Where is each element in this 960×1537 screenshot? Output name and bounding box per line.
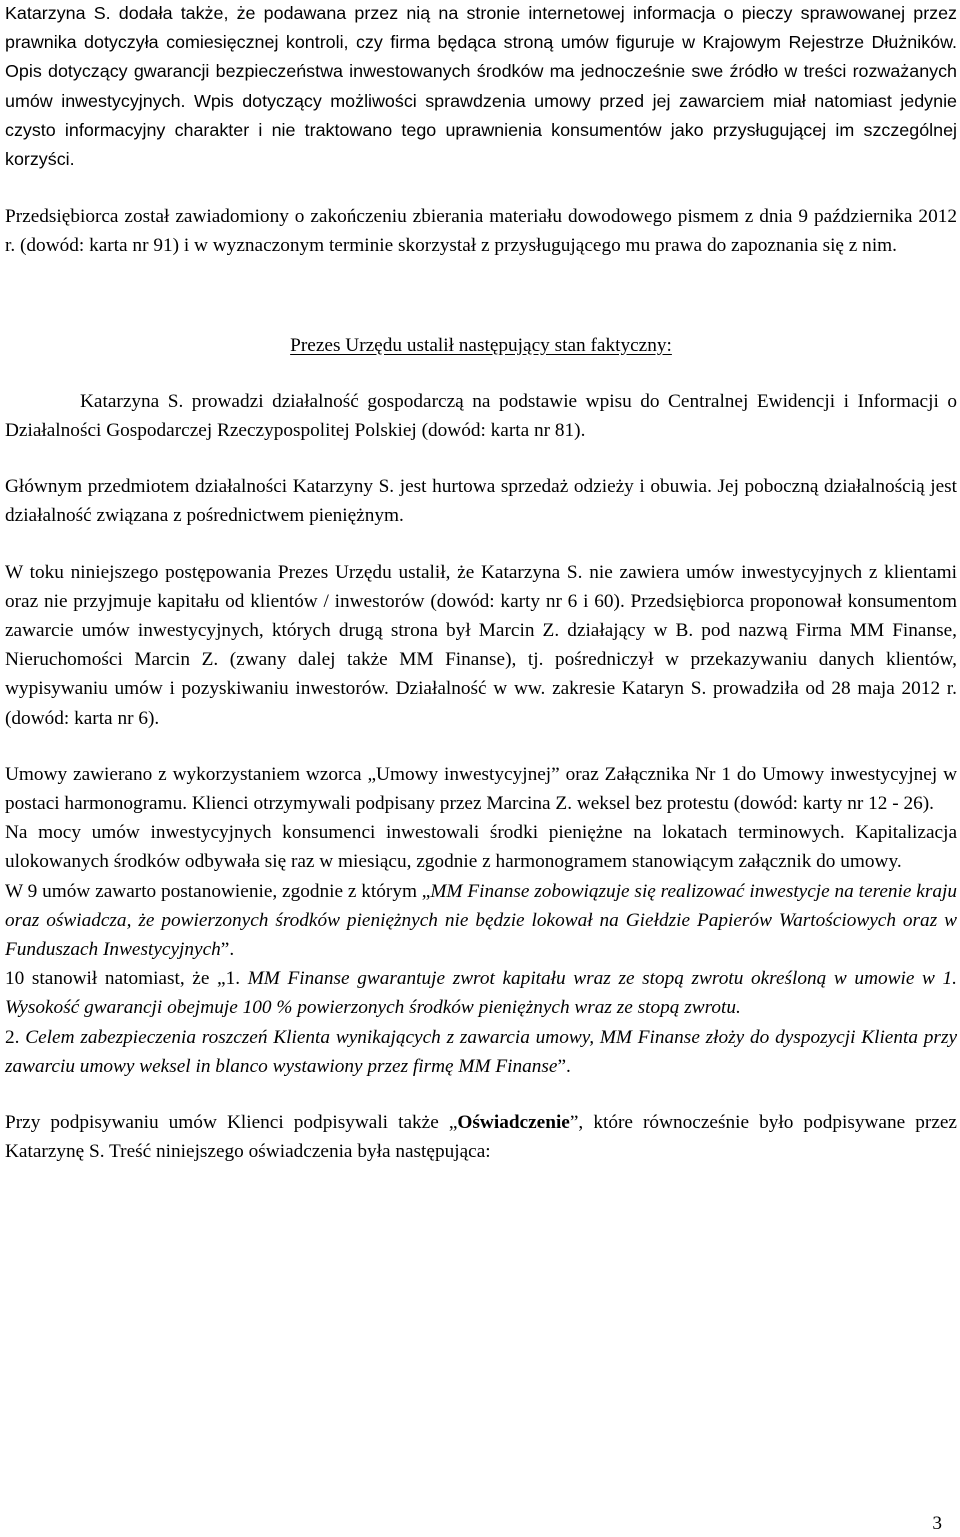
clause-9-quote: MM Finanse zobowiązuje się realizować inwestycje na terenie kraju oraz oświadcza, że powierzonych środków pieniężnych nie będzie lokował na Giełdzie Papierów Wartościowych oraz w Funduszach Inwestycyjnych (5, 880, 957, 961)
paragraph-business-registration: Katarzyna S. prowadzi działalność gospodarczą na podstawie wpisu do Centralnej Ewidencji i Informacji o Działalności Gospodarczej Rzeczypospolitej Polskiej (dowód: karta nr 81). (5, 390, 957, 442)
clause-10-point-2-close: ”. (557, 1055, 571, 1077)
paragraph-contract-template: Umowy zawierano z wykorzystaniem wzorca „Umowy inwestycyjnej” oraz Załącznika Nr 1 do Umowy inwestycyjnej w postaci harmonogramu. Klienci otrzymywali podpisany przez Marcina Z. weksel bez protestu (dowód: karty nr 12 - 26). (5, 763, 957, 815)
declaration-intro: Przy podpisywaniu umów Klienci podpisywali także „ (5, 1112, 458, 1134)
section-heading (5, 331, 957, 360)
clause-10-point-2-quote: Celem zabezpieczenia roszczeń Klienta wynikających z zawarcia umowy, MM Finanse złoży do dyspozycji Klienta przy zawarciu umowy weksel in blanco wystawiony przez firmę MM Finanse (5, 1026, 958, 1077)
paragraph-main-activity: Głównym przedmiotem działalności Katarzyny S. jest hurtowa sprzedaż odzieży i obuwia. Jej poboczną działalnością jest działalność związana z pośrednictwem pieniężnym. (5, 476, 957, 527)
clause-10-intro: 10 stanowił natomiast, że „1. (5, 968, 248, 990)
paragraph-clause-10 (5, 964, 957, 1022)
clause-10-quote: MM Finanse gwarantuje zwrot kapitału wraz ze stopą zwrotu określoną w umowie w 1. Wysokość gwarancji obejmuje 100 % powierzonych środków pieniężnych wraz ze stopą zwrotu. (5, 968, 957, 1019)
document-page (5, 0, 957, 1167)
declaration-rest: ”, które równocześnie było podpisywane przez Katarzynę S. Treść niniejszego oświadczenia była następująca: (5, 1112, 957, 1163)
clause-9-close: ”. (220, 939, 235, 961)
clause-10-point-2-number: 2. (5, 1026, 26, 1048)
paragraph-clause-10-point-2 (5, 1023, 957, 1081)
paragraph-declaration (5, 1108, 957, 1166)
page-number: 3 (932, 1513, 942, 1534)
paragraph-deposits: Na mocy umów inwestycyjnych konsumenci inwestowali środki pieniężne na lokatach terminowych. Kapitalizacja ulokowanych środków odbywała się raz w miesiącu, zgodnie z harmonogramem stanowiącym załącznik do umowy. (5, 822, 957, 873)
declaration-title: Oświadczenie (457, 1112, 570, 1134)
section-heading-text: Prezes Urzędu ustalił następujący stan faktyczny: (290, 334, 672, 356)
paragraph-notification: Przedsiębiorca został zawiadomiony o zakończeniu zbierania materiału dowodowego pismem z dnia 9 października 2012 r. (dowód: karta nr 91) i w wyznaczonym terminie skorzystał z przysługującego mu prawa do zapoznania się z nim. (5, 206, 957, 257)
clause-9-intro: W 9 umów zawarto postanowienie, zgodnie z którym „ (5, 880, 431, 902)
paragraph-consumer-explanation: Katarzyna S. dodała także, że podawana przez nią na stronie internetowej informacja o pieczy sprawowanej przez prawnika dotyczyła comiesięcznej kontroli, czy firma będąca stroną umów figuruje w Krajowym Rejestrze Dłużników. Opis dotyczący gwarancji bezpieczeństwa inwestowanych środków ma jednocześnie swe źródło w treści rozważanych umów inwestycyjnych. Wpis dotyczący możliwości sprawdzenia umowy przed jej zawarciem miał natomiast jedynie czysto informacyjny charakter i nie traktowano tego uprawnienia konsumentów jako przysługującej im szczególnej korzyści. (5, 3, 957, 170)
paragraph-clause-9 (5, 877, 957, 965)
paragraph-investment-contracts: W toku niniejszego postępowania Prezes Urzędu ustalił, że Katarzyna S. nie zawiera umów inwestycyjnych z klientami oraz nie przyjmuje kapitału od klientów / inwestorów (dowód: karty nr 6 i 60). Przedsiębiorca proponował konsumentom zawarcie umów inwestycyjnych, których drugą strona był Marcin Z. działający w B. pod nazwą Firma MM Finanse, Nieruchomości Marcin Z. (zwany dalej także MM Finanse), tj. pośredniczył w przekazywaniu danych klientów, wypisywaniu umów i pozyskiwaniu inwestorów. Działalność w ww. zakresie Kataryn S. prowadziła od 28 maja 2012 r. (dowód: karta nr 6). (5, 561, 957, 729)
